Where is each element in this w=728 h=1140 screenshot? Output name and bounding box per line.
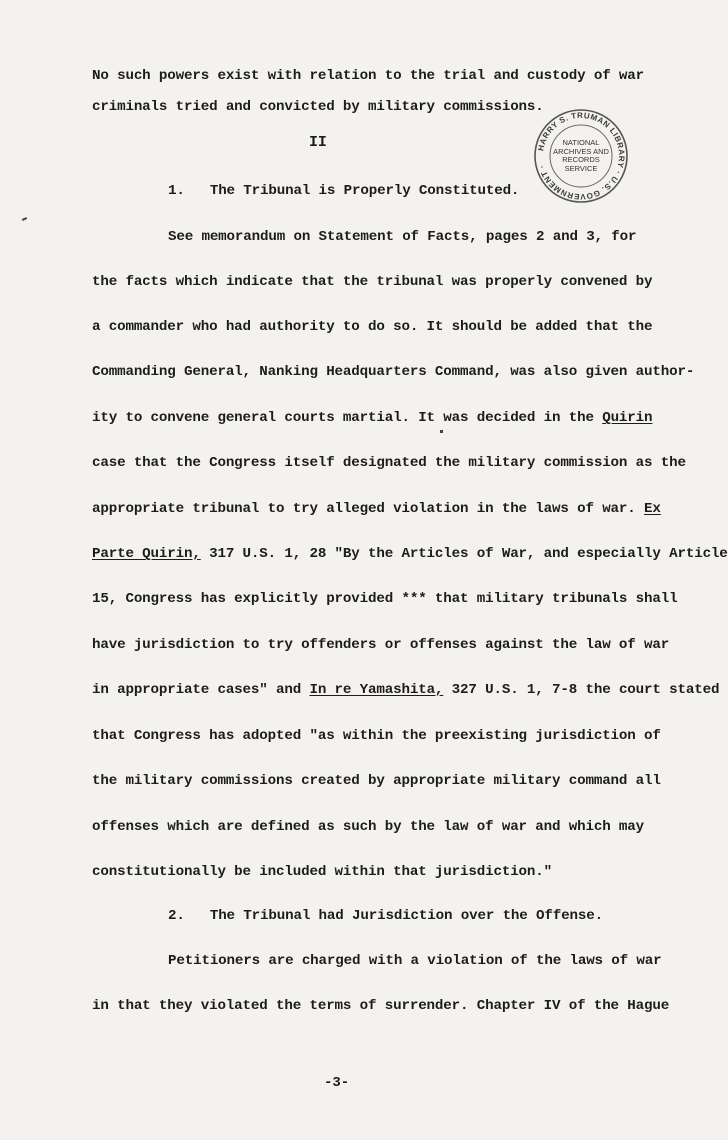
case-citation: In re Yamashita, <box>309 682 444 698</box>
stray-mark <box>440 430 443 433</box>
case-citation: Quirin <box>602 410 653 426</box>
stamp-center-text <box>533 108 629 204</box>
text-line: constitutionally be included within that jurisdiction." <box>92 864 553 880</box>
stray-mark <box>22 217 27 221</box>
text-line: case that the Congress itself designated the military commission as the <box>92 455 686 471</box>
stamp-line: NATIONAL <box>562 138 600 147</box>
text-segment: in appropriate cases" and <box>92 682 310 698</box>
text-line: have jurisdiction to try offenders or offenses against the law of war <box>92 637 670 653</box>
text-line: 15, Congress has explicitly provided *** that military tribunals shall <box>92 591 678 607</box>
text-line: No such powers exist with relation to the trial and custody of war <box>92 68 645 84</box>
stamp-line: SERVICE <box>564 163 598 173</box>
heading-text: The Tribunal is Properly Constituted. <box>209 183 520 199</box>
text-line: a commander who had authority to do so. It should be added that the <box>92 319 653 335</box>
text-line <box>92 545 728 563</box>
archive-stamp <box>533 108 629 204</box>
text-segment: 317 U.S. 1, 28 "By the Articles of War, and especially Article <box>200 546 728 562</box>
heading-2 <box>168 907 603 925</box>
text-line <box>92 409 652 427</box>
stamp-line: RECORDS <box>562 155 600 164</box>
heading-text: The Tribunal had Jurisdiction over the Offense. <box>209 908 603 924</box>
heading-number: 1. <box>168 183 185 199</box>
heading-number: 2. <box>168 908 185 924</box>
text-line: Petitioners are charged with a violation of the laws of war <box>168 953 662 969</box>
text-line: in that they violated the terms of surrender. Chapter IV of the Hague <box>92 998 670 1014</box>
text-line: the military commissions created by appropriate military command all <box>92 773 661 789</box>
section-number: II <box>309 134 327 151</box>
text-segment: ity to convene general courts martial. It was decided in the <box>92 410 603 426</box>
case-citation: Parte Quirin, <box>92 546 201 562</box>
text-line: offenses which are defined as such by the law of war and which may <box>92 819 645 835</box>
text-segment: appropriate tribunal to try alleged violation in the laws of war. <box>92 501 645 517</box>
stamp-line: ARCHIVES AND <box>553 146 609 156</box>
text-line: that Congress has adopted "as within the preexisting jurisdiction of <box>92 728 661 744</box>
text-line <box>92 500 661 518</box>
text-line: Commanding General, Nanking Headquarters Command, was also given author- <box>92 364 695 380</box>
text-line <box>92 681 719 699</box>
case-citation: Ex <box>644 501 661 517</box>
text-line: the facts which indicate that the tribunal was properly convened by <box>92 274 653 290</box>
stamp-ring-text: HARRY S. TRUMAN LIBRARY · U.S. GOVERNMENT · <box>536 110 627 202</box>
text-line: See memorandum on Statement of Facts, pages 2 and 3, for <box>168 229 637 245</box>
page-number: -3- <box>324 1075 350 1091</box>
text-segment: 327 U.S. 1, 7-8 the court stated <box>443 682 720 698</box>
text-line: criminals tried and convicted by military commissions. <box>92 99 544 115</box>
heading-1 <box>168 182 519 200</box>
